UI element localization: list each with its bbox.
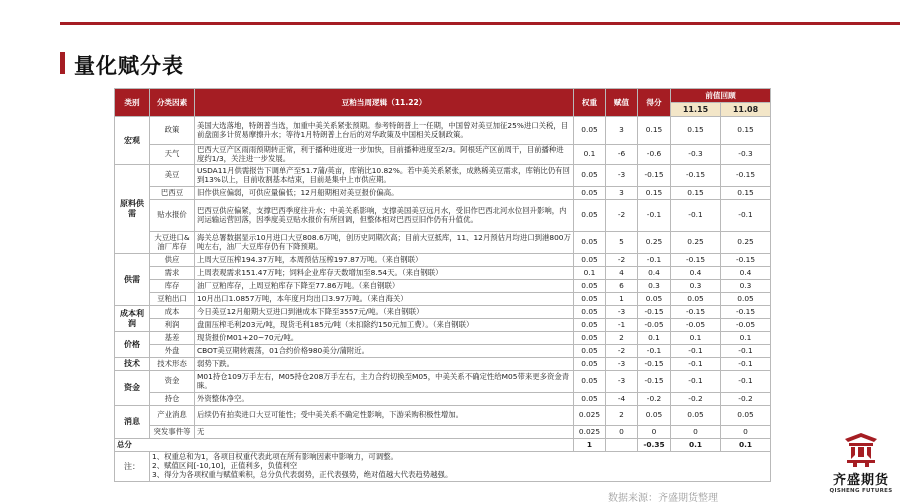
weight-cell: 0.05 xyxy=(574,254,606,267)
total-row xyxy=(115,439,771,452)
value-cell: 2 xyxy=(606,332,638,345)
review-2-cell: 0.1 xyxy=(721,332,771,345)
value-cell: 1 xyxy=(606,293,638,306)
logic-cell: 油厂豆粕库存，上周豆粕库存下降至77.86万吨。（来自钢联） xyxy=(195,280,574,293)
review-2-cell: -0.2 xyxy=(721,393,771,406)
review-2-cell: 0.3 xyxy=(721,280,771,293)
review-1-cell: 0 xyxy=(671,426,721,439)
table-row xyxy=(115,117,771,145)
review-2-cell: 0.4 xyxy=(721,267,771,280)
factor-cell: 需求 xyxy=(150,267,195,280)
factor-cell: 巴西豆 xyxy=(150,187,195,200)
review-1-cell: 0.05 xyxy=(671,293,721,306)
table-row xyxy=(115,345,771,358)
logic-cell: 10月出口1.0857万吨，本年度月均出口3.97万吨。（来自海关） xyxy=(195,293,574,306)
table-row xyxy=(115,319,771,332)
logic-cell: 无 xyxy=(195,426,574,439)
score-cell: -0.15 xyxy=(638,358,671,371)
logic-cell: M01持仓109万手左右，M05持仓208万手左右，主力合约切换至M05，中美关系不确定性给M05带来更多资金青睐。 xyxy=(195,371,574,393)
table-body xyxy=(115,117,771,482)
review-2-cell: 0.05 xyxy=(721,293,771,306)
review-2-cell: -0.3 xyxy=(721,145,771,165)
review-2-cell: -0.05 xyxy=(721,319,771,332)
value-cell: -2 xyxy=(606,345,638,358)
factor-cell: 资金 xyxy=(150,371,195,393)
value-cell: -1 xyxy=(606,319,638,332)
weight-cell: 0.05 xyxy=(574,280,606,293)
top-accent-bar xyxy=(60,22,900,25)
review-2-cell: 0.15 xyxy=(721,117,771,145)
factor-cell: 贴水报价 xyxy=(150,200,195,232)
logic-cell: 盘面压榨毛利203元/吨，现货毛利185元/吨（未扣除约150元加工费）。（来自钢联） xyxy=(195,319,574,332)
notes-label: 注： xyxy=(115,452,150,482)
notes-cell xyxy=(150,452,771,482)
logo-text-cn: 齐盛期货 xyxy=(832,473,889,488)
table-row xyxy=(115,371,771,393)
value-cell: 0 xyxy=(606,426,638,439)
weight-cell: 0.05 xyxy=(574,358,606,371)
review-1-cell: -0.1 xyxy=(671,200,721,232)
weight-cell: 0.05 xyxy=(574,232,606,254)
score-cell: -0.05 xyxy=(638,319,671,332)
weight-cell: 0.1 xyxy=(574,145,606,165)
note-line: 3、得分为各项权重与赋值乘积，总分负代表弱势，正代表强势，绝对值越大代表趋势越强。 xyxy=(152,469,453,479)
score-cell: 0.05 xyxy=(638,293,671,306)
header-factor: 分类因素 xyxy=(150,89,195,117)
review-2-cell: -0.15 xyxy=(721,306,771,319)
header-review-group: 前值回顾 xyxy=(671,89,771,103)
review-2-cell: 0.05 xyxy=(721,406,771,426)
weight-cell: 0.05 xyxy=(574,345,606,358)
header-value: 赋值 xyxy=(606,89,638,117)
value-cell: 3 xyxy=(606,117,638,145)
title-accent-mark xyxy=(60,52,65,74)
logo-text-en: QISHENG FUTURES xyxy=(829,488,893,494)
logic-cell: 美国大选落地，特朗普当选，加重中美关系紧张预期。参考特朗普上一任期，中国曾对美豆加征25%进口关税，目前盘面多计贸易摩擦升水；等待1月特朗普上台后的对华政策及中国相关反制政策。 xyxy=(195,117,574,145)
score-cell: 0.15 xyxy=(638,117,671,145)
review-2-cell: -0.15 xyxy=(721,165,771,187)
weight-cell: 0.1 xyxy=(574,267,606,280)
table-row xyxy=(115,293,771,306)
category-cell: 原料供需 xyxy=(115,165,150,254)
table-row xyxy=(115,426,771,439)
notes-row xyxy=(115,452,771,482)
weight-cell: 0.05 xyxy=(574,293,606,306)
value-cell: -3 xyxy=(606,165,638,187)
score-cell: 0 xyxy=(638,426,671,439)
total-review-2: 0.1 xyxy=(721,439,771,452)
review-1-cell: 0.05 xyxy=(671,406,721,426)
review-1-cell: -0.3 xyxy=(671,145,721,165)
score-cell: -0.2 xyxy=(638,393,671,406)
factor-cell: 突发事件等 xyxy=(150,426,195,439)
weight-cell: 0.05 xyxy=(574,165,606,187)
score-cell: 0.25 xyxy=(638,232,671,254)
data-source-note: 数据来源：齐盛期货整理 xyxy=(608,493,718,503)
weight-cell: 0.05 xyxy=(574,371,606,393)
category-cell: 成本利润 xyxy=(115,306,150,332)
review-1-cell: 0.1 xyxy=(671,332,721,345)
score-cell: -0.1 xyxy=(638,200,671,232)
review-1-cell: -0.15 xyxy=(671,165,721,187)
review-2-cell: 0.25 xyxy=(721,232,771,254)
category-cell: 供需 xyxy=(115,254,150,306)
logic-cell: 上周表观需求151.47万吨；饲料企业库存天数增加至8.54天。（来自钢联） xyxy=(195,267,574,280)
logic-cell: 外资整体净空。 xyxy=(195,393,574,406)
header-weight: 权重 xyxy=(574,89,606,117)
logic-cell: 今日美豆12月船期大豆进口到港成本下降至3557元/吨。（来自钢联） xyxy=(195,306,574,319)
table-row xyxy=(115,358,771,371)
value-cell: -6 xyxy=(606,145,638,165)
review-1-cell: -0.1 xyxy=(671,358,721,371)
weight-cell: 0.05 xyxy=(574,306,606,319)
score-cell: -0.15 xyxy=(638,371,671,393)
total-review-1: 0.1 xyxy=(671,439,721,452)
factor-cell: 成本 xyxy=(150,306,195,319)
header-review-1: 11.15 xyxy=(671,103,721,117)
value-cell: -4 xyxy=(606,393,638,406)
category-cell: 宏观 xyxy=(115,117,150,165)
table-row xyxy=(115,232,771,254)
weight-cell: 0.025 xyxy=(574,406,606,426)
logic-cell: 巴西大豆产区雨雨预期转正常，利于播种进度进一步加快，目前播种进度至2/3。阿根廷产区前周干，目前播种进度约1/3，关注进一步发展。 xyxy=(195,145,574,165)
table-row xyxy=(115,406,771,426)
review-2-cell: -0.1 xyxy=(721,358,771,371)
weight-cell: 0.05 xyxy=(574,200,606,232)
note-line: 1、权重总和为1，各项目权重代表此项在所有影响因素中影响力，可调整。 xyxy=(152,452,398,462)
category-cell: 价格 xyxy=(115,332,150,358)
logic-cell: 旧作供应偏弱，可供应量偏低；12月船期相对美豆报价偏高。 xyxy=(195,187,574,200)
value-cell: 3 xyxy=(606,187,638,200)
company-logo xyxy=(826,432,896,494)
review-2-cell: -0.15 xyxy=(721,254,771,267)
review-2-cell: -0.1 xyxy=(721,200,771,232)
review-1-cell: 0.15 xyxy=(671,187,721,200)
score-cell: 0.4 xyxy=(638,267,671,280)
review-2-cell: 0 xyxy=(721,426,771,439)
page-title: 量化赋分表 xyxy=(74,54,184,78)
total-value xyxy=(606,439,638,452)
weight-cell: 0.05 xyxy=(574,319,606,332)
score-cell: -0.15 xyxy=(638,165,671,187)
review-1-cell: 0.25 xyxy=(671,232,721,254)
factor-cell: 利润 xyxy=(150,319,195,332)
table-header xyxy=(115,89,771,117)
score-cell: -0.15 xyxy=(638,306,671,319)
factor-cell: 天气 xyxy=(150,145,195,165)
logic-cell: 上周大豆压榨194.37万吨，本周预估压榨197.87万吨。（来自钢联） xyxy=(195,254,574,267)
table-row xyxy=(115,187,771,200)
logic-cell: 后续仍有拍卖进口大豆可能性；受中美关系不确定性影响，下游采购积极性增加。 xyxy=(195,406,574,426)
value-cell: -2 xyxy=(606,254,638,267)
review-2-cell: -0.1 xyxy=(721,345,771,358)
category-cell: 技术 xyxy=(115,358,150,371)
header-review-2: 11.08 xyxy=(721,103,771,117)
factor-cell: 大豆进口&油厂库存 xyxy=(150,232,195,254)
factor-cell: 外盘 xyxy=(150,345,195,358)
review-1-cell: -0.15 xyxy=(671,306,721,319)
review-1-cell: -0.2 xyxy=(671,393,721,406)
score-cell: 0.1 xyxy=(638,332,671,345)
review-1-cell: -0.05 xyxy=(671,319,721,332)
score-cell: -0.1 xyxy=(638,345,671,358)
review-2-cell: 0.15 xyxy=(721,187,771,200)
score-cell: 0.05 xyxy=(638,406,671,426)
review-1-cell: 0.3 xyxy=(671,280,721,293)
weight-cell: 0.025 xyxy=(574,426,606,439)
value-cell: 5 xyxy=(606,232,638,254)
factor-cell: 基差 xyxy=(150,332,195,345)
table-row xyxy=(115,200,771,232)
header-category: 类别 xyxy=(115,89,150,117)
category-cell: 消息 xyxy=(115,406,150,439)
table-row xyxy=(115,145,771,165)
weight-cell: 0.05 xyxy=(574,332,606,345)
value-cell: -3 xyxy=(606,371,638,393)
total-score: -0.35 xyxy=(638,439,671,452)
review-1-cell: -0.1 xyxy=(671,371,721,393)
review-2-cell: -0.1 xyxy=(721,371,771,393)
review-1-cell: 0.15 xyxy=(671,117,721,145)
total-weight: 1 xyxy=(574,439,606,452)
review-1-cell: -0.1 xyxy=(671,345,721,358)
value-cell: 4 xyxy=(606,267,638,280)
value-cell: 2 xyxy=(606,406,638,426)
weight-cell: 0.05 xyxy=(574,187,606,200)
scoring-table xyxy=(114,88,771,482)
table-row xyxy=(115,280,771,293)
header-logic: 豆粕当周逻辑（11.22） xyxy=(195,89,574,117)
value-cell: -2 xyxy=(606,200,638,232)
logic-cell: 海关总署数据显示10月进口大豆808.6万吨，创历史同期次高；目前大豆抵库，11、12月预估月均进口到港800万吨左右，油厂大豆库存仍有下降预期。 xyxy=(195,232,574,254)
review-1-cell: 0.4 xyxy=(671,267,721,280)
value-cell: 6 xyxy=(606,280,638,293)
table-row xyxy=(115,332,771,345)
factor-cell: 持仓 xyxy=(150,393,195,406)
review-1-cell: -0.15 xyxy=(671,254,721,267)
total-label: 总分 xyxy=(115,439,574,452)
score-cell: -0.1 xyxy=(638,254,671,267)
logic-cell: CBOT美豆期转震荡，01合约价格980美分/蒲附近。 xyxy=(195,345,574,358)
score-cell: -0.6 xyxy=(638,145,671,165)
header-score: 得分 xyxy=(638,89,671,117)
score-cell: 0.15 xyxy=(638,187,671,200)
value-cell: -3 xyxy=(606,306,638,319)
table-row xyxy=(115,306,771,319)
weight-cell: 0.05 xyxy=(574,117,606,145)
factor-cell: 产业消息 xyxy=(150,406,195,426)
value-cell: -3 xyxy=(606,358,638,371)
factor-cell: 技术形态 xyxy=(150,358,195,371)
factor-cell: 政策 xyxy=(150,117,195,145)
weight-cell: 0.05 xyxy=(574,393,606,406)
note-line: 2、赋值区间[-10,10]，正值利多，负值利空 xyxy=(152,461,298,471)
factor-cell: 供应 xyxy=(150,254,195,267)
factor-cell: 豆粕出口 xyxy=(150,293,195,306)
logic-cell: 巴西豆供应偏紧，支撑巴西季度往升水；中美关系影响，支撑美国美豆远月水，受旧作巴西北河水位回升影响，内河运输运营回落，因季度美豆贴水报价有所回调，但整体相对巴西豆旧作仍有升值优。 xyxy=(195,200,574,232)
table-row xyxy=(115,165,771,187)
factor-cell: 美豆 xyxy=(150,165,195,187)
logic-cell: 现货报价M01+20~70元/吨。 xyxy=(195,332,574,345)
logic-cell: USDA11月供需报告下调单产至51.7蒲/英亩，库销比10.82%。若中美关系紧张，成熟稀美豆需求，库销比仍有回到13%以上，目前收割基本结束，目前是集中上市供应期。 xyxy=(195,165,574,187)
score-cell: 0.3 xyxy=(638,280,671,293)
factor-cell: 库存 xyxy=(150,280,195,293)
table-row xyxy=(115,393,771,406)
table-row xyxy=(115,267,771,280)
category-cell: 资金 xyxy=(115,371,150,406)
qisheng-emblem-icon xyxy=(841,432,881,468)
table-row xyxy=(115,254,771,267)
logic-cell: 弱势下跌。 xyxy=(195,358,574,371)
